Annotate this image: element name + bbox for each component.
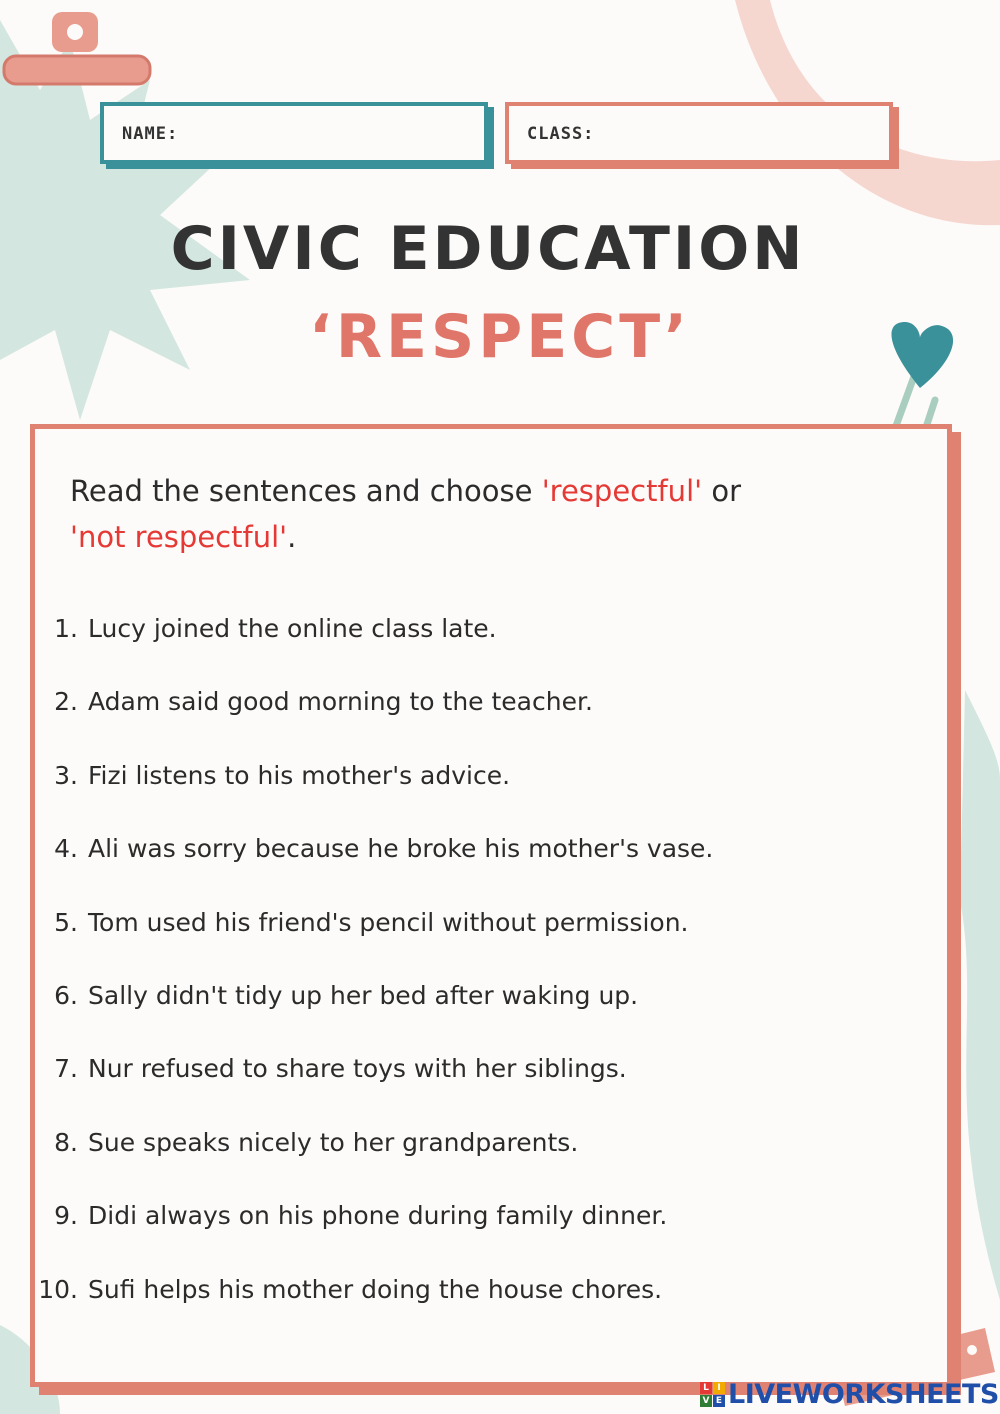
page-subtitle: ‘RESPECT’ <box>309 302 691 372</box>
question-item[interactable] <box>36 834 916 907</box>
binder-clip-icon <box>4 12 150 84</box>
question-item[interactable] <box>36 908 916 981</box>
question-number: 2. <box>54 687 78 717</box>
question-number: 7. <box>54 1054 78 1084</box>
question-text: Adam said good morning to the teacher. <box>88 687 593 717</box>
question-item[interactable] <box>36 761 916 834</box>
logo-mark-icon <box>700 1382 725 1407</box>
question-number: 5. <box>54 907 78 937</box>
logo-letter: V <box>700 1395 712 1407</box>
question-text: Nur refused to share toys with her siblings. <box>88 1054 627 1084</box>
question-number: 3. <box>54 760 78 790</box>
class-label: CLASS: <box>527 124 595 144</box>
question-number: 10. <box>38 1274 78 1304</box>
instruction-text <box>70 468 830 560</box>
name-label: NAME: <box>122 124 179 144</box>
instruction-prefix: Read the sentences and choose <box>70 474 542 508</box>
question-number: 4. <box>54 834 78 864</box>
logo-letter: I <box>713 1382 725 1394</box>
page-title: CIVIC EDUCATION <box>170 214 806 284</box>
question-item[interactable] <box>36 1275 916 1348</box>
question-item[interactable] <box>36 1054 916 1127</box>
question-text: Didi always on his phone during family dinner. <box>88 1201 668 1231</box>
option-not-respectful: 'not respectful' <box>70 520 288 554</box>
question-item[interactable] <box>36 687 916 760</box>
question-text: Lucy joined the online class late. <box>88 614 497 643</box>
option-respectful: 'respectful' <box>541 474 703 508</box>
logo-text: LIVEWORKSHEETS <box>728 1378 999 1410</box>
instruction-suffix: . <box>287 520 297 554</box>
question-item[interactable] <box>36 1201 916 1274</box>
question-text: Fizi listens to his mother's advice. <box>88 760 511 790</box>
name-field[interactable] <box>100 102 488 164</box>
liveworksheets-logo[interactable] <box>700 1378 999 1410</box>
question-item[interactable] <box>36 981 916 1054</box>
class-field[interactable] <box>505 102 893 164</box>
instruction-middle: or <box>702 474 741 508</box>
question-text: Sufi helps his mother doing the house chores. <box>88 1274 663 1304</box>
question-text: Ali was sorry because he broke his mother's vase. <box>88 834 714 864</box>
logo-letter: E <box>713 1395 725 1407</box>
question-text: Sue speaks nicely to her grandparents. <box>88 1127 579 1157</box>
question-number: 6. <box>54 980 78 1010</box>
leaf-shape <box>960 690 1000 1300</box>
logo-letter: L <box>700 1382 712 1394</box>
question-number: 9. <box>54 1201 78 1231</box>
question-text: Sally didn't tidy up her bed after waking up. <box>88 980 639 1010</box>
question-text: Tom used his friend's pencil without permission. <box>88 907 689 937</box>
question-number: 8. <box>54 1127 78 1157</box>
question-item[interactable] <box>36 614 916 687</box>
question-list <box>36 614 916 1348</box>
question-item[interactable] <box>36 1128 916 1201</box>
question-number: 1. <box>54 614 78 643</box>
